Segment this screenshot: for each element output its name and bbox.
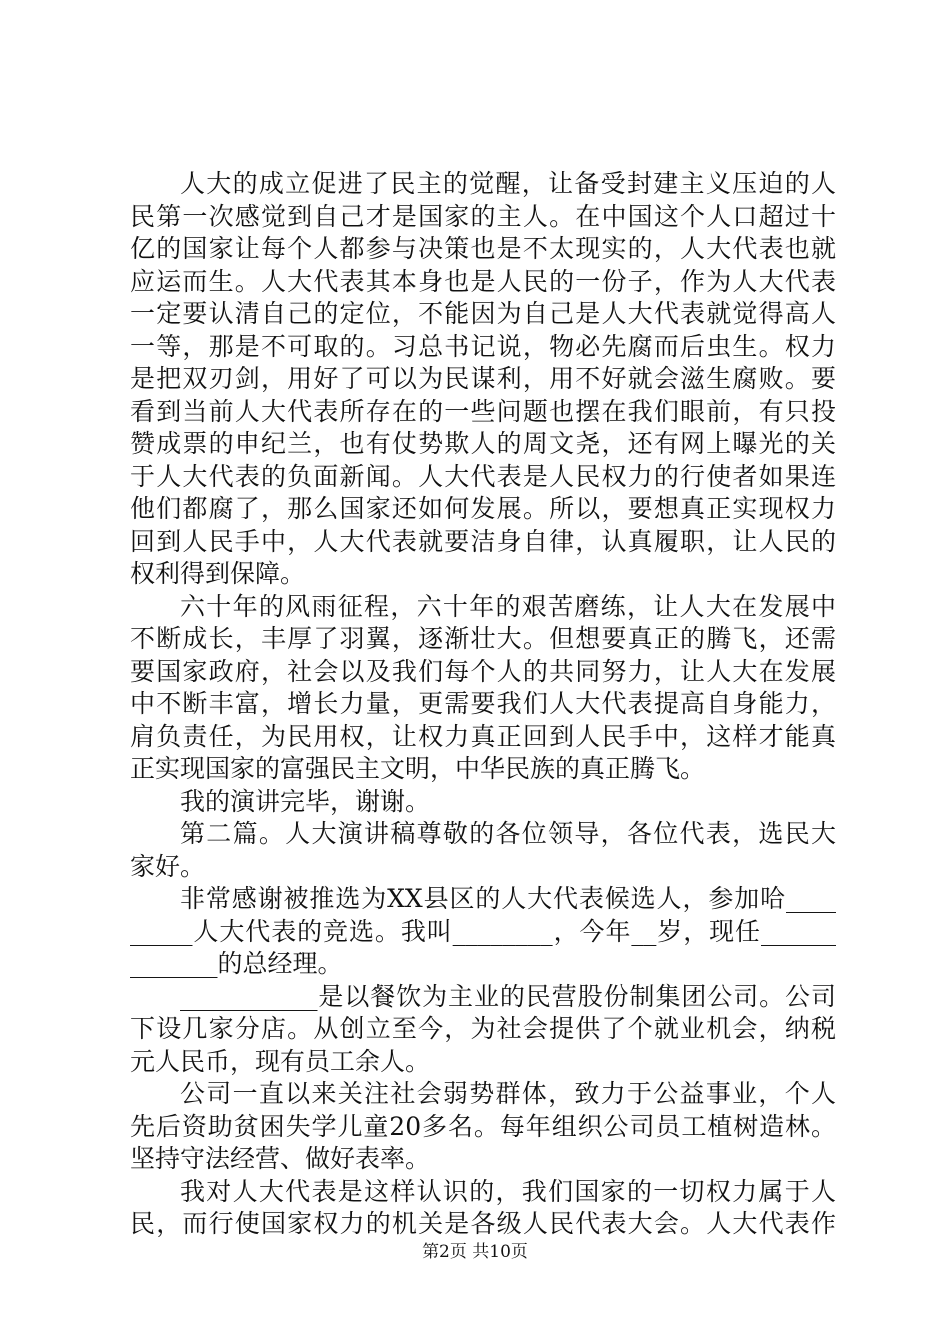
paragraph-line: 肩负责任，为民用权，让权力真正回到人民手中，这样才能真 xyxy=(130,721,836,751)
paragraph-line: 先后资助贫困失学儿童20多名。每年组织公司员工植树造林。 xyxy=(130,1111,836,1141)
paragraph-first-line: 人大的成立促进了民主的觉醒，让备受封建主义压迫的人 xyxy=(180,169,836,198)
paragraph-line: 权利得到保障。 xyxy=(130,559,306,588)
paragraph-line: 于人大代表的负面新闻。人大代表是人民权力的行使者如果连 xyxy=(130,461,836,491)
document-body xyxy=(130,168,836,1241)
paragraph-line: 赞成票的申纪兰，也有仗势欺人的周文尧，还有网上曝光的关 xyxy=(130,429,836,458)
paragraph-line: 回到人民手中，人大代表就要洁身自律，认真履职，让人民的 xyxy=(130,526,836,556)
paragraph-line: 应运而生。人大代表其本身也是人民的一份子，作为人大代表 xyxy=(130,266,836,296)
paragraph-first-line: 我对人大代表是这样认识的，我们国家的一切权力属于人 xyxy=(180,1176,836,1206)
paragraph-line: 民第一次感觉到自己才是国家的主人。在中国这个人口超过十 xyxy=(130,201,836,231)
paragraph-line: 民，而行使国家权力的机关是各级人民代表大会。人大代表作 xyxy=(130,1209,836,1238)
paragraph-line: 下设几家分店。从创立至今，为社会提供了个就业机会，纳税 xyxy=(130,1014,836,1043)
paragraph-first-line: 公司一直以来关注社会弱势群体，致力于公益事业，个人 xyxy=(180,1079,836,1108)
paragraph-line: 看到当前人大代表所存在的一些问题也摆在我们眼前，有只投 xyxy=(130,396,836,426)
paragraph-line: 中不断丰富，增长力量，更需要我们人大代表提高自身能力， xyxy=(130,689,836,718)
paragraph-line: 他们都腐了，那么国家还如何发展。所以，要想真正实现权力 xyxy=(130,494,836,523)
paragraph-line: 不断成长，丰厚了羽翼，逐渐壮大。但想要真正的腾飞，还需 xyxy=(130,624,836,653)
paragraph-line: 正实现国家的富强民主文明，中华民族的真正腾飞。 xyxy=(130,754,706,783)
page-number-footer: 第2页 共10页 xyxy=(422,1242,528,1262)
paragraph-line: 亿的国家让每个人都参与决策也是不太现实的，人大代表也就 xyxy=(130,234,836,263)
paragraph-line: 一等，那是不可取的。习总书记说，物必先腐而后虫生。权力 xyxy=(130,331,836,361)
paragraph-line: 家好。 xyxy=(130,851,206,881)
paragraph-line: 坚持守法经营、做好表率。 xyxy=(130,1144,431,1173)
paragraph-line: _______的总经理。 xyxy=(130,949,343,978)
paragraph-line: 一定要认清自己的定位，不能因为自己是人大代表就觉得高人 xyxy=(130,299,836,328)
paragraph-line: _____人大代表的竞选。我叫________，今年__岁，现任______ xyxy=(130,916,836,946)
paragraph-first-line: 六十年的风雨征程，六十年的艰苦磨练，让人大在发展中 xyxy=(180,591,836,621)
paragraph-line: 是把双刃剑，用好了可以为民谋利，用不好就会滋生腐败。要 xyxy=(130,364,836,393)
paragraph-first-line: 非常感谢被推选为XX县区的人大代表候选人，参加哈____ xyxy=(180,884,836,913)
paragraph-first-line: 第二篇。人大演讲稿尊敬的各位领导，各位代表，选民大 xyxy=(180,819,836,848)
paragraph-line: 要国家政府，社会以及我们每个人的共同努力，让人大在发展 xyxy=(130,656,836,686)
paragraph-line: 元人民币，现有员工余人。 xyxy=(130,1046,431,1076)
paragraph-first-line: ___________是以餐饮为主业的民营股份制集团公司。公司 xyxy=(180,981,836,1011)
paragraph-first-line: 我的演讲完毕，谢谢。 xyxy=(180,786,431,816)
